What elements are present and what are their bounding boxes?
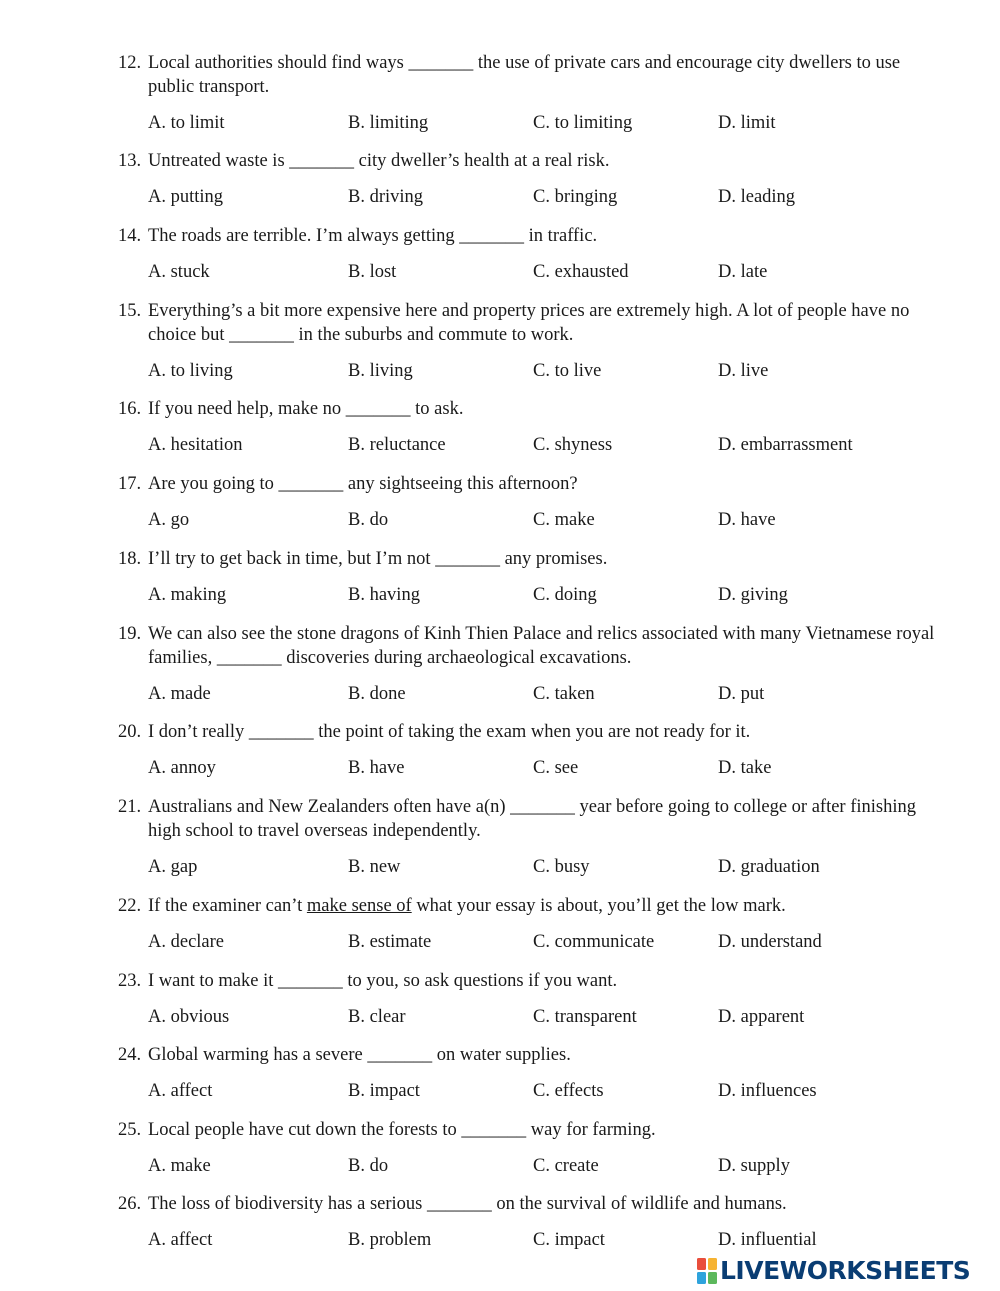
option-d[interactable]: D. live <box>718 361 769 381</box>
question-number: 13. <box>118 151 142 171</box>
option-a[interactable]: A. making <box>148 585 227 605</box>
question-number: 17. <box>118 474 142 494</box>
question-number: 14. <box>118 226 142 246</box>
option-b[interactable]: B. living <box>348 361 413 381</box>
stem-part: what your essay is about, you’ll get the low mark. <box>411 896 786 916</box>
question-stem: I want to make it _______ to you, so ask questions if you want. <box>148 971 618 991</box>
question-number: 26. <box>118 1194 142 1214</box>
answer-options <box>148 682 948 706</box>
stem-part: If the examiner can’t <box>148 896 307 916</box>
option-c[interactable]: C. to live <box>533 361 602 381</box>
option-b[interactable]: B. reluctance <box>348 435 446 455</box>
option-c[interactable]: C. impact <box>533 1230 605 1250</box>
question-number: 18. <box>118 549 142 569</box>
question-stem: Untreated waste is _______ city dweller’s health at a real risk. <box>148 151 610 171</box>
question-18 <box>118 547 948 607</box>
logo-text: LIVEWORKSHEETS <box>720 1256 971 1285</box>
option-d[interactable]: D. understand <box>718 932 822 952</box>
option-c[interactable]: C. shyness <box>533 435 613 455</box>
question-26 <box>118 1192 948 1252</box>
liveworksheets-logo <box>697 1256 970 1286</box>
question-stem: Are you going to _______ any sightseeing this afternoon? <box>148 474 578 494</box>
option-b[interactable]: B. lost <box>348 262 397 282</box>
answer-options <box>148 1228 948 1252</box>
option-b[interactable]: B. limiting <box>348 113 429 133</box>
question-20 <box>118 720 948 780</box>
answer-options <box>148 1154 948 1178</box>
option-c[interactable]: C. doing <box>533 585 597 605</box>
option-a[interactable]: A. stuck <box>148 262 210 282</box>
question-stem: Australians and New Zealanders often have a(n) _______ year before going to college or after finishing high school to travel overseas independently. <box>148 797 916 841</box>
question-number: 12. <box>118 53 142 73</box>
option-d[interactable]: D. have <box>718 510 776 530</box>
answer-options <box>148 433 948 457</box>
answer-options <box>148 855 948 879</box>
answer-options <box>148 185 948 209</box>
option-c[interactable]: C. to limiting <box>533 113 633 133</box>
answer-options <box>148 930 948 954</box>
option-c[interactable]: C. busy <box>533 857 590 877</box>
logo-block-e <box>708 1272 717 1284</box>
option-d[interactable]: D. apparent <box>718 1007 805 1027</box>
question-12 <box>118 51 948 135</box>
question-24 <box>118 1043 948 1103</box>
question-number: 23. <box>118 971 142 991</box>
option-d[interactable]: D. take <box>718 758 772 778</box>
option-c[interactable]: C. create <box>533 1156 599 1176</box>
option-a[interactable]: A. to living <box>148 361 233 381</box>
option-c[interactable]: C. exhausted <box>533 262 629 282</box>
option-b[interactable]: B. new <box>348 857 401 877</box>
question-stem: The roads are terrible. I’m always getting _______ in traffic. <box>148 226 598 246</box>
question-stem <box>148 894 948 918</box>
answer-options <box>148 359 948 383</box>
question-23 <box>118 969 948 1029</box>
logo-block-l <box>697 1258 706 1270</box>
option-d[interactable]: D. limit <box>718 113 776 133</box>
question-13 <box>118 149 948 209</box>
question-14 <box>118 224 948 284</box>
answer-options <box>148 583 948 607</box>
option-b[interactable]: B. estimate <box>348 932 432 952</box>
question-stem: Global warming has a severe _______ on water supplies. <box>148 1045 571 1065</box>
question-15 <box>118 299 948 383</box>
option-a[interactable]: A. annoy <box>148 758 216 778</box>
logo-block-i <box>708 1258 717 1270</box>
option-d[interactable]: D. influential <box>718 1230 817 1250</box>
question-17 <box>118 472 948 532</box>
question-number: 24. <box>118 1045 142 1065</box>
option-c[interactable]: C. make <box>533 510 595 530</box>
question-stem: Local people have cut down the forests to _______ way for farming. <box>148 1120 656 1140</box>
option-c[interactable]: C. effects <box>533 1081 604 1101</box>
question-stem: If you need help, make no _______ to ask. <box>148 399 464 419</box>
option-b[interactable]: B. impact <box>348 1081 420 1101</box>
question-19 <box>118 622 948 706</box>
option-b[interactable]: B. having <box>348 585 420 605</box>
option-b[interactable]: B. have <box>348 758 405 778</box>
option-a[interactable]: A. go <box>148 510 190 530</box>
underlined-phrase: make sense of <box>306 896 412 916</box>
question-stem: Local authorities should find ways _______ the use of private cars and encourage city dwellers to use public transport. <box>148 53 901 97</box>
option-d[interactable]: D. leading <box>718 187 796 207</box>
question-number: 19. <box>118 624 142 644</box>
liveworksheets-logo-icon <box>697 1258 717 1284</box>
option-d[interactable]: D. late <box>718 262 768 282</box>
question-stem: I don’t really _______ the point of taking the exam when you are not ready for it. <box>148 722 751 742</box>
question-stem: I’ll try to get back in time, but I’m not _______ any promises. <box>148 549 608 569</box>
question-number: 25. <box>118 1120 142 1140</box>
option-d[interactable]: D. influences <box>718 1081 817 1101</box>
answer-options <box>148 260 948 284</box>
option-b[interactable]: B. problem <box>348 1230 432 1250</box>
answer-options <box>148 111 948 135</box>
option-c[interactable]: C. taken <box>533 684 595 704</box>
question-22 <box>118 894 948 954</box>
option-d[interactable]: D. put <box>718 684 765 704</box>
answer-options <box>148 756 948 780</box>
option-a[interactable]: A. to limit <box>148 113 225 133</box>
option-a[interactable]: A. affect <box>148 1230 213 1250</box>
question-21 <box>118 795 948 879</box>
option-b[interactable]: B. do <box>348 1156 389 1176</box>
option-a[interactable]: A. affect <box>148 1081 213 1101</box>
option-c[interactable]: C. see <box>533 758 579 778</box>
option-c[interactable]: C. bringing <box>533 187 618 207</box>
option-c[interactable]: C. communicate <box>533 932 655 952</box>
answer-options <box>148 1005 948 1029</box>
option-a[interactable]: A. declare <box>148 932 225 952</box>
option-b[interactable]: B. driving <box>348 187 424 207</box>
option-c[interactable]: C. transparent <box>533 1007 637 1027</box>
question-number: 16. <box>118 399 142 419</box>
option-b[interactable]: B. clear <box>348 1007 406 1027</box>
option-d[interactable]: D. graduation <box>718 857 820 877</box>
question-number: 20. <box>118 722 142 742</box>
answer-options <box>148 508 948 532</box>
question-25 <box>118 1118 948 1178</box>
option-a[interactable]: A. obvious <box>148 1007 230 1027</box>
question-16 <box>118 397 948 457</box>
question-stem: Everything’s a bit more expensive here and property prices are extremely high. A lot of people have no choice but _______ in the suburbs and commute to work. <box>148 301 910 345</box>
question-number: 15. <box>118 301 142 321</box>
option-b[interactable]: B. done <box>348 684 406 704</box>
option-b[interactable]: B. do <box>348 510 389 530</box>
option-a[interactable]: A. putting <box>148 187 224 207</box>
option-a[interactable]: A. made <box>148 684 211 704</box>
question-number: 21. <box>118 797 142 817</box>
logo-block-v <box>697 1272 706 1284</box>
question-stem: We can also see the stone dragons of Kinh Thien Palace and relics associated with many Vietnamese royal families, _______ discoveries during archaeological excavations. <box>148 624 935 668</box>
option-d[interactable]: D. supply <box>718 1156 790 1176</box>
option-d[interactable]: D. giving <box>718 585 788 605</box>
option-a[interactable]: A. gap <box>148 857 198 877</box>
option-d[interactable]: D. embarrassment <box>718 435 853 455</box>
question-stem: The loss of biodiversity has a serious _______ on the survival of wildlife and humans. <box>148 1194 787 1214</box>
option-a[interactable]: A. hesitation <box>148 435 243 455</box>
answer-options <box>148 1079 948 1103</box>
option-a[interactable]: A. make <box>148 1156 211 1176</box>
question-number: 22. <box>118 896 142 916</box>
